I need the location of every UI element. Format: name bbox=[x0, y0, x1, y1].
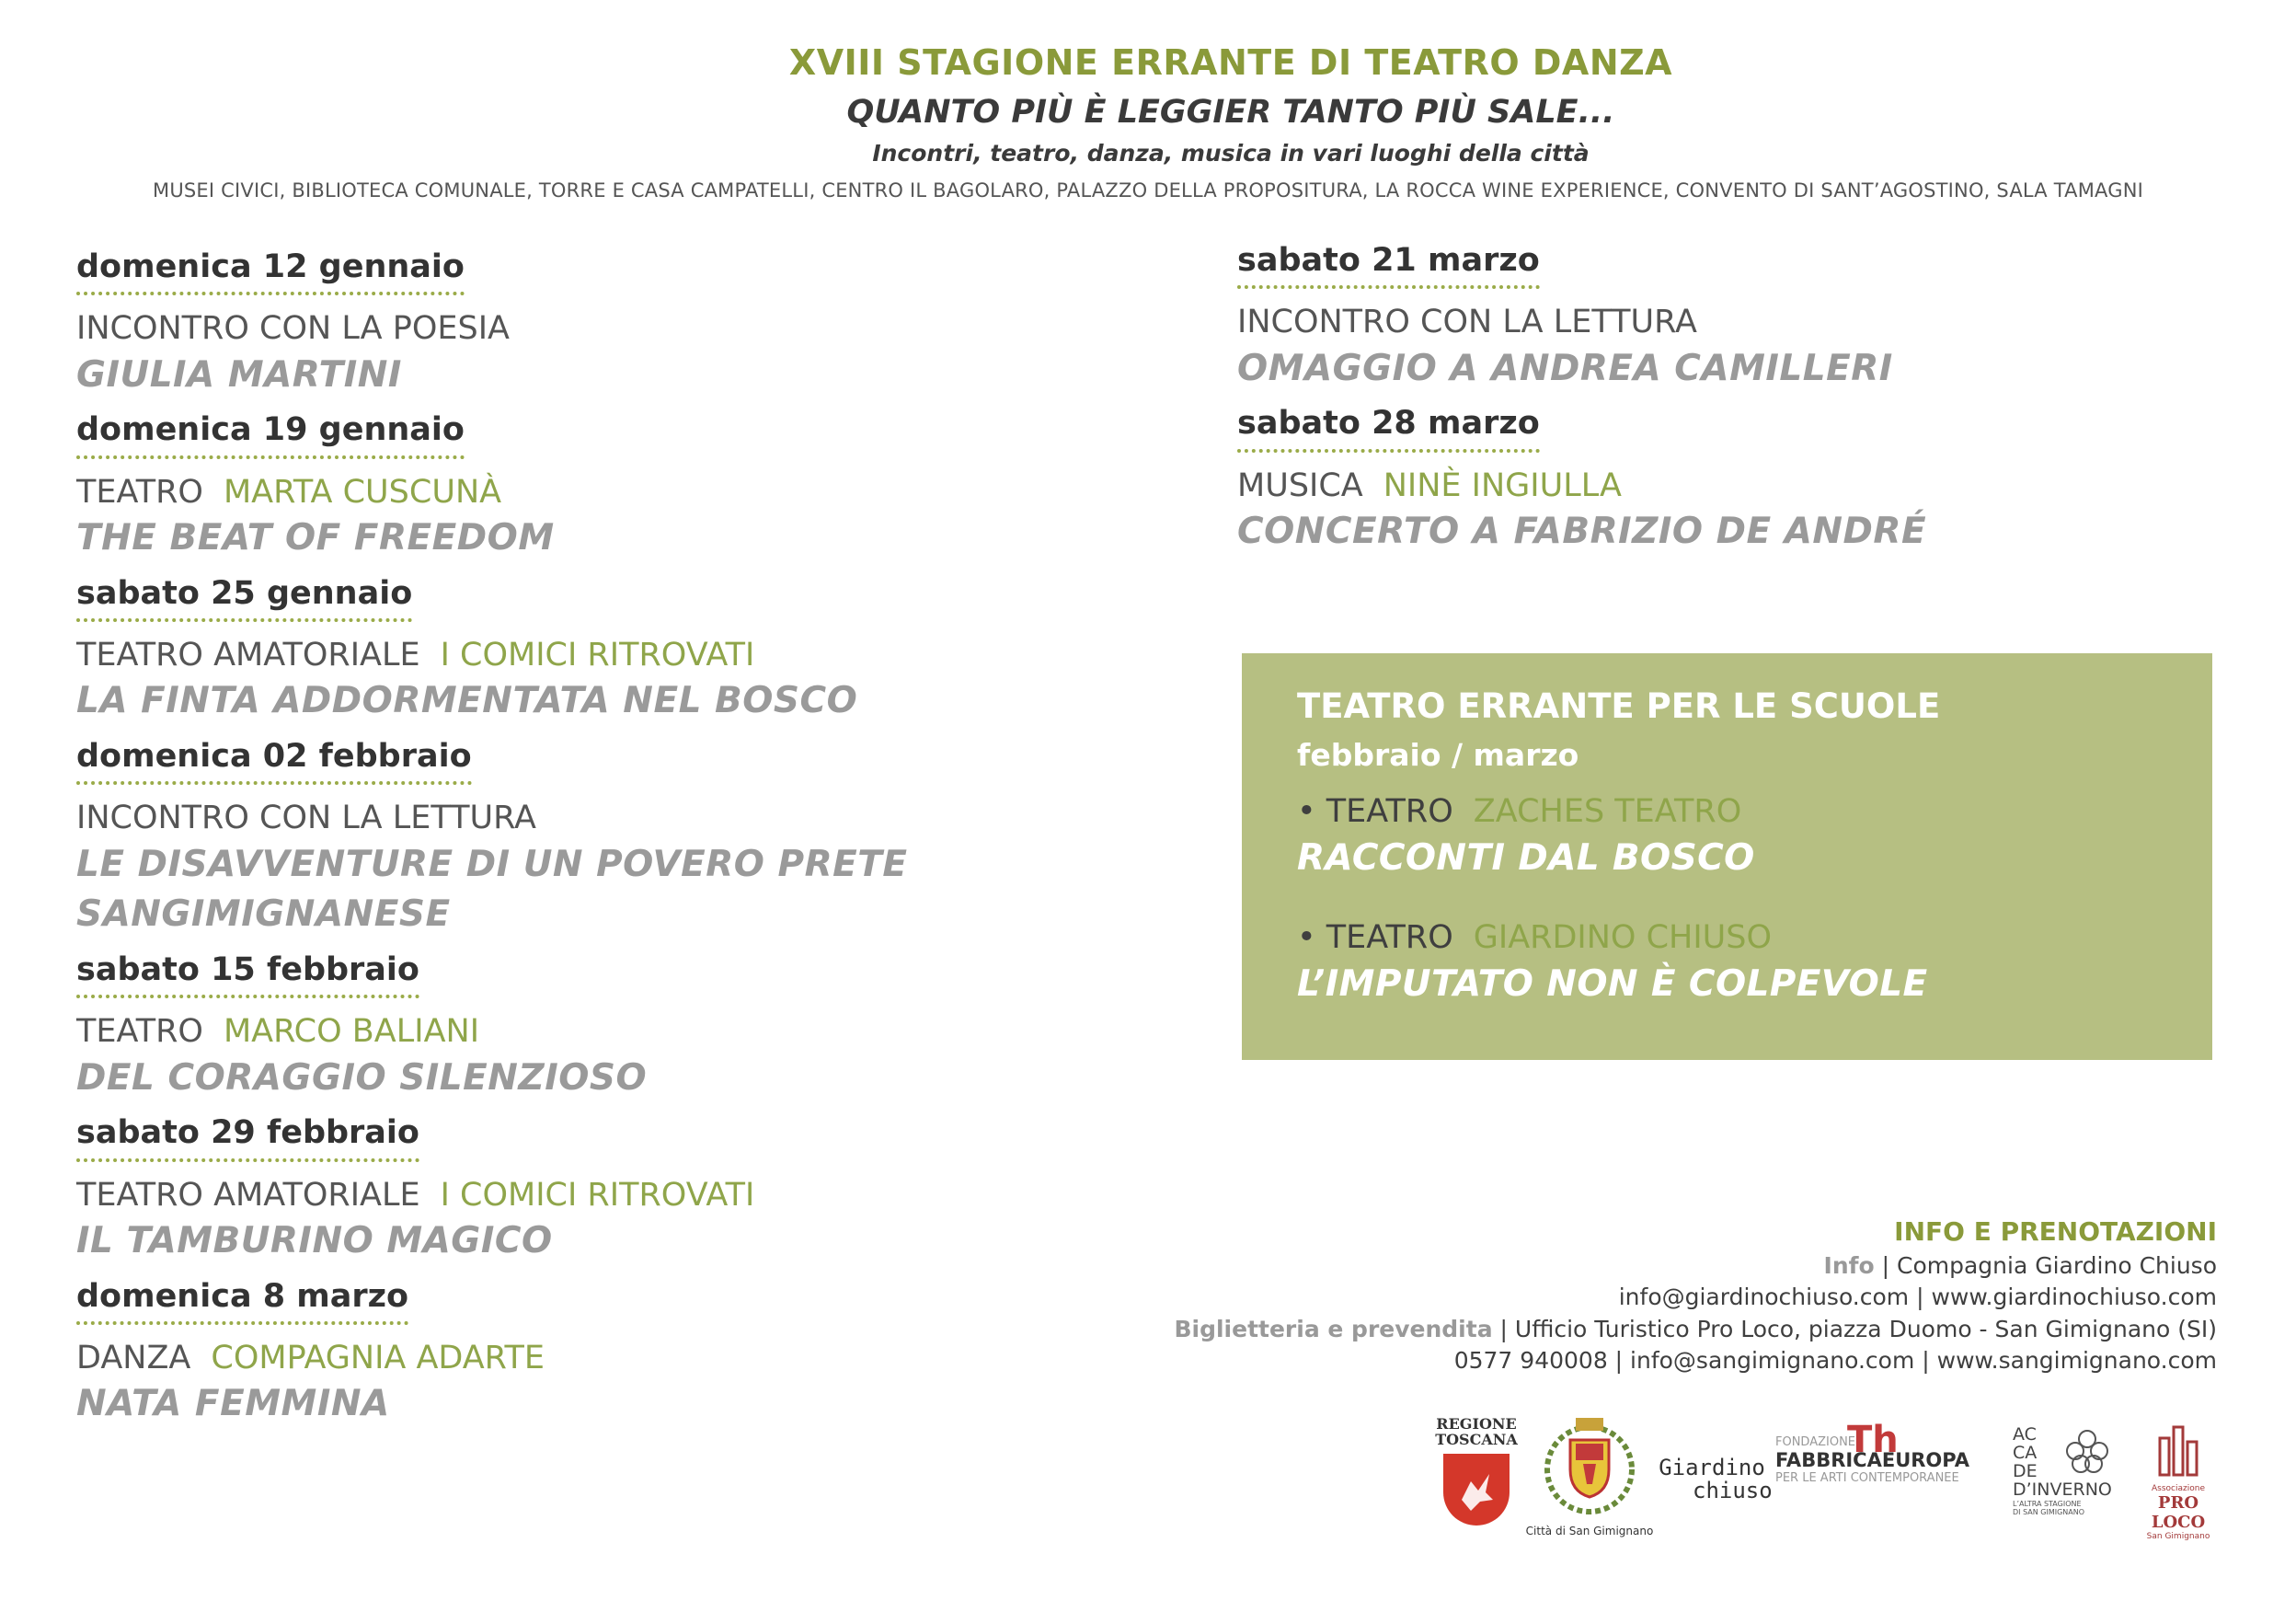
event-type: TEATRO AMATORIALE bbox=[76, 636, 420, 674]
event bbox=[76, 575, 1088, 727]
schools-box bbox=[1242, 653, 2212, 1060]
event-type: INCONTRO CON LA LETTURA bbox=[1237, 304, 1697, 341]
event-type-line bbox=[76, 1175, 1088, 1217]
schools-item-artist: ZACHES TEATRO bbox=[1473, 793, 1742, 830]
event bbox=[1237, 242, 2249, 394]
events-right-column bbox=[1237, 242, 2249, 569]
event-artist: COMPAGNIA ADARTE bbox=[211, 1339, 545, 1376]
event-type-line bbox=[1237, 302, 2249, 344]
schools-item-type: TEATRO bbox=[1326, 919, 1453, 956]
info-label: Info bbox=[1823, 1251, 1875, 1279]
pegasus-shield-icon bbox=[1443, 1454, 1510, 1526]
flower-icon bbox=[2062, 1426, 2112, 1476]
event-title: LE DISAVVENTURE DI UN POVERO PRETE bbox=[76, 843, 908, 885]
event-type: DANZA bbox=[76, 1339, 191, 1376]
info-block bbox=[1113, 1215, 2217, 1377]
season-tagline: Incontri, teatro, danza, musica in vari luoghi della città bbox=[872, 140, 1590, 167]
event-artist: NINÈ INGIULLA bbox=[1383, 466, 1622, 504]
towers-icon bbox=[2151, 1422, 2206, 1480]
schools-period: febbraio / marzo bbox=[1297, 737, 1579, 773]
schools-item bbox=[1297, 793, 2157, 879]
event bbox=[76, 248, 1088, 400]
event-type: TEATRO bbox=[76, 1013, 203, 1051]
schools-item-line bbox=[1297, 793, 2157, 830]
logo-text: REGIONE bbox=[1436, 1415, 1517, 1433]
event-type: INCONTRO CON LA POESIA bbox=[76, 310, 510, 348]
logo-caption: Città di San Gimignano bbox=[1525, 1525, 1654, 1537]
logo-text: Giardino bbox=[1659, 1455, 1765, 1480]
tickets-office: | Ufficio Turistico Pro Loco, piazza Duomo - San Gimignano (SI) bbox=[1492, 1315, 2217, 1342]
event-title: CONCERTO A FABRIZIO DE ANDRÉ bbox=[1237, 511, 1927, 553]
event-title: OMAGGIO A ANDREA CAMILLERI bbox=[1237, 347, 1893, 389]
event-date: sabato 28 marzo bbox=[1237, 405, 1540, 452]
event-date: sabato 29 febbraio bbox=[76, 1114, 419, 1161]
header bbox=[0, 42, 2296, 202]
event-artist: MARCO BALIANI bbox=[223, 1013, 480, 1051]
accademia-inverno-logo bbox=[2013, 1426, 2114, 1517]
schools-item-title: RACCONTI DAL BOSCO bbox=[1297, 837, 1755, 879]
event bbox=[1237, 405, 2249, 557]
event bbox=[76, 1278, 1088, 1430]
event-date: domenica 02 febbraio bbox=[76, 738, 472, 785]
event-title: DEL CORAGGIO SILENZIOSO bbox=[76, 1056, 648, 1099]
event bbox=[76, 1114, 1088, 1266]
event-type-line bbox=[76, 798, 1088, 840]
event-date: domenica 19 gennaio bbox=[76, 411, 465, 458]
fabbrica-mark-icon: Th bbox=[1847, 1419, 1899, 1461]
event-title: THE BEAT OF FREEDOM bbox=[76, 517, 555, 559]
pegasus-icon bbox=[1443, 1454, 1510, 1526]
pro-loco-logo bbox=[2132, 1422, 2224, 1541]
info-title: INFO E PRENOTAZIONI bbox=[1894, 1216, 2217, 1247]
sponsor-logos bbox=[1435, 1412, 2226, 1550]
event-type-line bbox=[76, 472, 1088, 514]
event-artist: MARTA CUSCUNÀ bbox=[223, 473, 502, 511]
info-contacts[interactable]: info@giardinochiuso.com | www.giardinochiuso.com bbox=[1618, 1284, 2217, 1311]
logo-text: San Gimignano bbox=[2146, 1532, 2210, 1541]
schools-item-title: L’IMPUTATO NON È COLPEVOLE bbox=[1297, 963, 1928, 1005]
event-title-continued: SANGIMIGNANESE bbox=[76, 893, 451, 936]
event-type-line bbox=[76, 308, 1088, 351]
schools-item-line bbox=[1297, 919, 2157, 956]
season-subtitle: QUANTO PIÙ È LEGGIER TANTO PIÙ SALE... bbox=[846, 94, 1615, 131]
season-title: XVIII STAGIONE ERRANTE DI TEATRO DANZA bbox=[788, 42, 1673, 83]
event-type: MUSICA bbox=[1237, 466, 1363, 504]
event-title: NATA FEMMINA bbox=[76, 1383, 390, 1425]
schools-title: TEATRO ERRANTE PER LE SCUOLE bbox=[1297, 686, 1941, 726]
venues-list: MUSEI CIVICI, BIBLIOTECA COMUNALE, TORRE E CASA CAMPATELLI, CENTRO IL BAGOLARO, PALAZZO DELLA PROPOSITURA, LA ROCCA WINE EXPERIENCE, CONVENTO DI SANT’AGOSTINO, SALA TAMAGNI bbox=[153, 179, 2143, 202]
logo-text: chiuso bbox=[1693, 1478, 1773, 1504]
event-type: INCONTRO CON LA LETTURA bbox=[76, 800, 536, 837]
schools-item bbox=[1297, 919, 2157, 1005]
event-type-line bbox=[76, 1011, 1088, 1054]
schools-item-artist: GIARDINO CHIUSO bbox=[1473, 919, 1773, 956]
event-date: domenica 8 marzo bbox=[76, 1278, 408, 1325]
event-artist: I COMICI RITROVATI bbox=[440, 636, 755, 674]
logo-text: CA bbox=[2013, 1442, 2038, 1463]
event-date: domenica 12 gennaio bbox=[76, 248, 465, 295]
logo-text: TOSCANA bbox=[1435, 1430, 1518, 1448]
san-gimignano-crest-logo bbox=[1525, 1412, 1654, 1537]
logo-text: FABBRICAEUROPA bbox=[1775, 1449, 1969, 1471]
event-artist: I COMICI RITROVATI bbox=[440, 1176, 755, 1214]
logo-text: AC bbox=[2013, 1424, 2037, 1445]
schools-item-type: TEATRO bbox=[1326, 793, 1453, 830]
tickets-contacts[interactable]: 0577 940008 | info@sangimignano.com | www.sangimignano.com bbox=[1453, 1347, 2217, 1375]
events-left-column bbox=[76, 248, 1088, 1441]
giardino-chiuso-logo bbox=[1652, 1457, 1772, 1503]
event bbox=[76, 738, 1088, 940]
fabbrica-europa-logo bbox=[1775, 1419, 2015, 1485]
tickets-line bbox=[1113, 1314, 2217, 1346]
event-date: sabato 21 marzo bbox=[1237, 242, 1540, 289]
regione-toscana-logo bbox=[1435, 1417, 1518, 1526]
tickets-label: Biglietteria e prevendita bbox=[1174, 1315, 1493, 1342]
logo-text: Associazione bbox=[2152, 1484, 2205, 1493]
event-title: IL TAMBURINO MAGICO bbox=[76, 1220, 553, 1262]
bullet-icon: • bbox=[1297, 919, 1316, 956]
logo-text: DE bbox=[2013, 1460, 2038, 1481]
info-line bbox=[1113, 1250, 2217, 1283]
event bbox=[76, 951, 1088, 1103]
event-title: GIULIA MARTINI bbox=[76, 353, 402, 396]
crest-icon bbox=[1539, 1412, 1640, 1523]
event-date: sabato 25 gennaio bbox=[76, 575, 412, 622]
logo-text: PER LE ARTI CONTEMPORANEE bbox=[1775, 1471, 1959, 1485]
event-title: LA FINTA ADDORMENTATA NEL BOSCO bbox=[76, 680, 858, 722]
event-type: TEATRO bbox=[76, 473, 203, 511]
logo-text: L’ALTRA STAGIONE bbox=[2013, 1499, 2082, 1508]
logo-text: D’INVERNO bbox=[2013, 1479, 2112, 1500]
event bbox=[76, 411, 1088, 563]
logo-text: DI SAN GIMIGNANO bbox=[2013, 1508, 2085, 1517]
event-type-line bbox=[1237, 466, 2249, 508]
logo-text: FONDAZIONE bbox=[1775, 1435, 1856, 1449]
event-type-line bbox=[76, 1338, 1088, 1380]
event-type-line bbox=[76, 635, 1088, 677]
bullet-icon: • bbox=[1297, 793, 1316, 830]
logo-text: PRO LOCO bbox=[2151, 1493, 2206, 1532]
event-type: TEATRO AMATORIALE bbox=[76, 1176, 420, 1214]
event-date: sabato 15 febbraio bbox=[76, 951, 419, 998]
info-company: | Compagnia Giardino Chiuso bbox=[1874, 1251, 2217, 1279]
